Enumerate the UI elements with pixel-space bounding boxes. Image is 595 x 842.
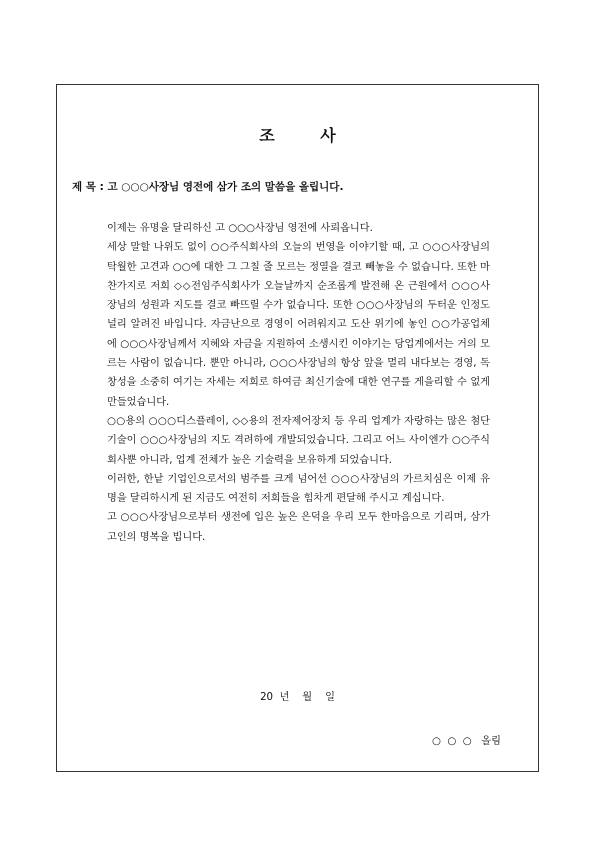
date-line: 20 년 월 일 xyxy=(260,692,335,703)
subject-line: 제 목 : 고 ○○○사장님 영전에 삼가 조의 말씀을 올립니다. xyxy=(72,181,344,193)
body-paragraph: 고 ○○○사장님으로부터 생전에 입은 높은 은덕을 우리 모두 한마음으로 기리며, 삼가 고인의 명복을 빕니다. xyxy=(107,512,490,543)
body-paragraph: ○○용의 ○○○디스플레이, ◇◇용의 전자제어장치 등 우리 업계가 자랑하는 많은 첨단기술이 ○○○사장님의 지도 격려하에 개발되었습니다. 그리고 어느 사이엔가 ○○주식회사뿐 아니라, 업계 전체가 높은 기술력을 보유하게 되었습니다. xyxy=(107,415,490,466)
document-title: 조 사 xyxy=(259,126,356,145)
body-paragraph: 이러한, 한낱 기업인으로서의 범주를 크게 넘어선 ○○○사장님의 가르치심은 이제 유명을 달리하시게 된 지금도 여전히 저희들을 힘차게 편달해 주시고 계십니다. xyxy=(107,473,490,505)
body-paragraph: 세상 말할 나위도 없이 ○○주식회사의 오늘의 번영을 이야기할 때, 고 ○○○사장님의 탁월한 고견과 ○○에 대한 그 그칠 줄 모르는 정열을 결코 빼놓을 수 없습니다. 또한 마찬가지로 저희 ◇◇전임주식회사가 오늘날까지 순조롭게 발전해 온 근원에서 ○○○사장님의 성원과 지도를 결코 빠뜨릴 수가 없습니다. 또한 ○○○사장님의 두터운 인정도 널리 알려진 바입니다. 자금난으로 경영이 어려워지고 도산 위기에 놓인 ○○가공업체에 ○○○사장님께서 지혜와 자금을 지원하여 소생시킨 이야기는 당업계에서는 거의 모르는 사람이 없습니다. 뿐만 아니라, ○○○사장님의 항상 앞을 멀리 내다보는 경영, 독창성을 소중히 여기는 자세는 저희로 하여금 최신기술에 대한 연구를 게을리할 수 없게 만들었습니다. xyxy=(107,242,490,408)
document-body xyxy=(107,219,490,547)
signature: ○ ○ ○ 올림 xyxy=(431,736,501,747)
body-paragraph: 이제는 유명을 달리하신 고 ○○○사장님 영전에 사뢰옵니다. xyxy=(107,223,373,234)
